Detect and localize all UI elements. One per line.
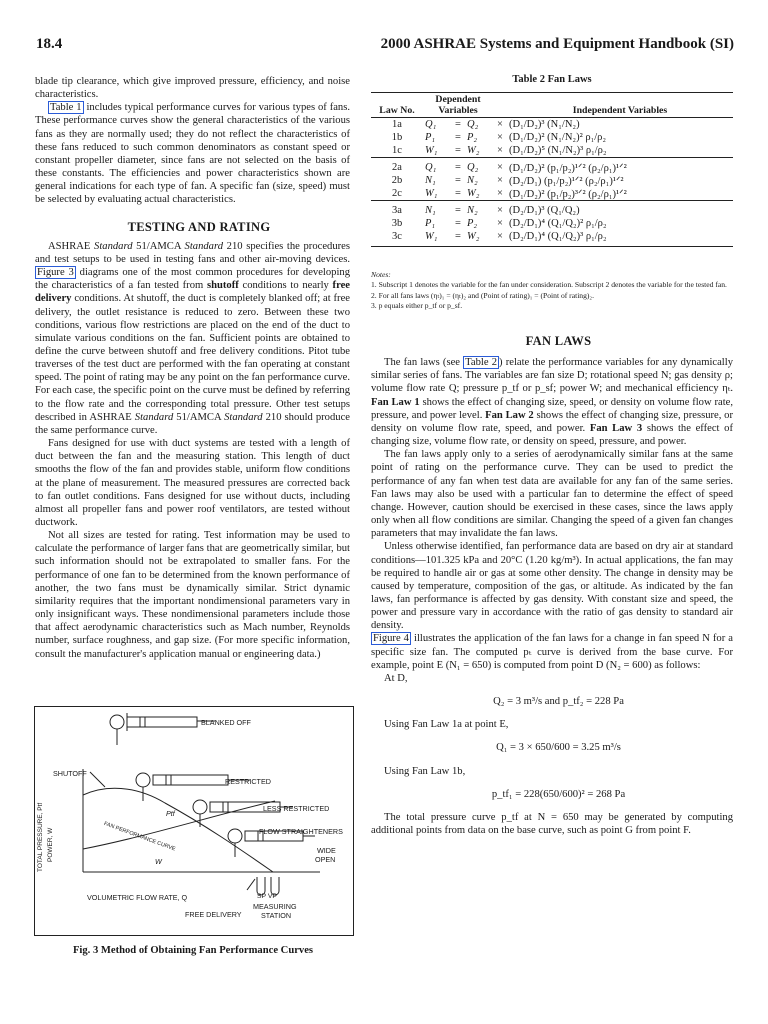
- figure-3: [34, 706, 354, 936]
- cell-lhs: P₁: [425, 218, 436, 229]
- text: shows the effect of changing size, volume flow rate, or density on speed, pressure, and power.: [371, 422, 733, 448]
- table-row: [371, 187, 733, 201]
- header-independent: Independent Variables: [507, 93, 733, 118]
- cell-rhs: P₂: [467, 218, 478, 229]
- figure-3-link[interactable]: Figure 3: [37, 267, 74, 279]
- text: 210 specifies the procedures and test setups to be used in testing fans and other air-moving devices.: [35, 240, 350, 265]
- cell-law-no: 1c: [392, 145, 402, 156]
- note-2: 2. For all fans laws (ηₜ)₁ = (ηₜ)₂ and (Point of rating)₁ = (Point of rating)₂.: [371, 290, 594, 300]
- table-row: [371, 201, 733, 218]
- label-wide: WIDE: [317, 846, 336, 855]
- header-times-spacer: [493, 93, 507, 118]
- right-column: [371, 335, 733, 837]
- text: Standard: [94, 240, 133, 252]
- table-row: [371, 131, 733, 144]
- text: conditions. At shutoff, the duct is completely blanked off; at free delivery, the outlet resistance is reduced to zero. Between these two conditions, various flow restrictions are placed on the end of the duct to simulate various conditions on the fan. Sufficient points are obtained to define the curve between shutoff and free delivery conditions. Pitot tube traverses of the test duct are performed with the fan operating at constant speed. The point of rating may be any point on the fan performance curve. For each case, the specific point on the curve must be defined by referring to the flow rate and the corresponding total pressure. Other test setups described in ASHRAE: [35, 293, 350, 423]
- note-3: 3. p equals either p_tf or p_sf.: [371, 301, 463, 311]
- table-row: [371, 144, 733, 158]
- label-ptf: Ptf: [166, 809, 175, 818]
- duct-blanked: [110, 713, 215, 745]
- text: Variables: [438, 105, 478, 116]
- table-row: [371, 118, 733, 132]
- label-sp-vp: SP VP: [257, 893, 277, 900]
- cell-times: ×: [497, 175, 503, 186]
- label-y-axis-power: POWER, W: [47, 827, 54, 862]
- cell-times: ×: [497, 218, 503, 229]
- cell-independent: (D₁/D₂)³ (N₁/N₂): [509, 119, 580, 130]
- left-column: [35, 75, 350, 661]
- cell-rhs: W₂: [467, 188, 480, 199]
- cell-law-no: 2c: [392, 188, 402, 199]
- text: The fan laws (see: [384, 357, 464, 369]
- label-shutoff: SHUTOFF: [53, 769, 87, 778]
- text: conditions to nearly: [238, 280, 333, 292]
- cell-equals: =: [451, 158, 465, 175]
- page-number: 18.4: [36, 36, 63, 52]
- table-row: [371, 230, 733, 247]
- label-w: W: [155, 857, 162, 866]
- equation-1: Q₂ = 3 m³/s and p_tf₂ = 228 Pa: [493, 696, 624, 708]
- cell-law-no: 3c: [371, 230, 423, 247]
- equation-3: p_tf₁ = 228(650/600)² = 268 Pa: [491, 788, 626, 800]
- cell-independent: (D₁/D₂)² (p₁/p₂)³ᐟ² (ρ₂/ρ₁)¹ᐟ²: [509, 188, 627, 200]
- cell-times: ×: [497, 119, 503, 130]
- fan-laws-table: [371, 92, 733, 247]
- cell-law-no: 2a: [371, 158, 423, 175]
- cell-independent: (D₂/D₁)⁴ (Q₁/Q₂)² ρ₁/ρ₂: [509, 218, 607, 229]
- label-blanked-off: BLANKED OFF: [201, 718, 251, 727]
- paragraph: Using Fan Law 1b,: [384, 765, 466, 777]
- paragraph: Using Fan Law 1a at point E,: [384, 719, 509, 731]
- figure-3-drawing: [35, 707, 353, 935]
- text: Standard: [184, 240, 224, 252]
- cell-independent: (D₁/D₂)⁵ (N₁/N₂)³ ρ₁/ρ₂: [509, 145, 607, 156]
- header-dependent: [423, 93, 493, 118]
- free-delivery-pointer: [247, 879, 255, 890]
- cell-rhs: P₂: [467, 132, 478, 143]
- table-row: [371, 174, 733, 187]
- cell-equals: =: [455, 218, 461, 229]
- cell-independent: (D₁/D₂)² (p₁/p₂)¹ᐟ² (ρ₂/ρ₁)¹ᐟ²: [507, 158, 733, 175]
- cell-rhs: W₂: [467, 145, 480, 156]
- header-law-no: Law No.: [371, 93, 423, 118]
- paragraph: [35, 240, 350, 437]
- paragraph: The total pressure curve p_tf at N = 650 may be generated by computing additional points from data on the base curve, such as point G from point F.: [371, 811, 733, 836]
- paragraph: The fan laws apply only to a series of aerodynamically similar fans at the same point of rating on the performance curve. They can be used to predict the performance of any fan when test data are available for any fan of the same series. Fan laws may also be used with a particular fan to determine the effect of speed change. However, caution should be exercised in these cases, since the laws apply only when all flow conditions are similar. Changing the speed of a given fan changes parameters that may invalidate the fan laws.: [371, 449, 733, 540]
- table-2-notes: [371, 270, 733, 312]
- cell-rhs: W₂: [465, 230, 493, 247]
- paragraph: Unless otherwise identified, fan performance data are based on dry air at standard conditions—101.325 kPa and 20°C (1.20 kg/m³). In actual applications, the fan may be required to handle air or gas at some other density. The change in density may be caused by temperature, composition of the gas, or altitude. As indicated by the fan laws, fan performance is affected by gas density. With constant size and speed, the power and pressure vary in accordance with the ratio of gas density to standard air density.: [371, 541, 733, 632]
- figure-4-link[interactable]: Figure 4: [373, 633, 409, 645]
- paragraph: At D,: [384, 672, 408, 684]
- cell-lhs: N₁: [423, 201, 451, 218]
- cell-law-no: 2b: [391, 175, 403, 186]
- cell-independent: (D₂/D₁)⁴ (Q₁/Q₂)³ ρ₁/ρ₂: [507, 230, 733, 247]
- text: shows the effect of changing size, speed, or density on volume flow rate, pressure, and power level.: [371, 396, 733, 421]
- table-body: [371, 118, 733, 247]
- cell-lhs: P₁: [425, 132, 436, 143]
- label-station: STATION: [261, 911, 292, 920]
- cell-law-no: 3a: [371, 201, 423, 218]
- cell-equals: =: [451, 201, 465, 218]
- paragraph: blade tip clearance, which give improved pressure, efficiency, and noise characteristics.: [35, 76, 350, 101]
- cell-equals: =: [455, 175, 461, 186]
- cell-lhs: W₁: [425, 145, 438, 156]
- label-restricted: RESTRICTED: [225, 777, 271, 786]
- text: diagrams one of the most common procedures for developing the characteristics of a fan tested from: [35, 267, 350, 292]
- cell-lhs: N₁: [425, 175, 436, 186]
- paragraph: Not all sizes are tested for rating. Test information may be used to calculate the performance of larger fans that are geometrically similar, but such information should not be extrapolated to smaller fans. For the performance of one fan to be determined from the known performance of another, the two fans must be dynamically similar. Strict dynamic similarity requires that the important nondimensional parameters vary in only insignificant ways. These nondimensional parameters include those that affect aerodynamic characteristics such as Mach number, Reynolds number, surface roughness, and gap size. (For more specific information, consult the manufacturer's application manual or engineering data.): [35, 530, 350, 660]
- cell-times: ×: [497, 132, 503, 143]
- cell-times: ×: [493, 230, 507, 247]
- cell-equals: =: [455, 132, 461, 143]
- cell-times: ×: [493, 201, 507, 218]
- text: ) relate the performance variables for any dynamically similar series of fans. The variables are fan size D; rotational speed N; gas density ρ; volume flow rate Q; pressure p_tf or p_sf; power W; and mechanical efficiency ηₜ.: [371, 357, 733, 395]
- notes-title: Notes:: [371, 270, 391, 279]
- cell-law-no: 3b: [391, 218, 403, 229]
- text: Fan Law 1: [371, 396, 420, 408]
- paragraph-text: includes typical performance curves for various types of fans. These performance curves show the general characteristics of the various fans as they are normally used; they do not reflect the characteristics of these fans reduced to such common denominators as constant speed or constant propeller diameter, since fans are not selected on the basis of these constants. The efficiencies and power characteristics shown are general indications for each type of fan. A specific fan (size, speed) must be selected by evaluating actual characteristics.: [35, 102, 350, 206]
- cell-equals: =: [455, 145, 461, 156]
- label-fan-performance-curve: FAN PERFORMANCE CURVE: [102, 821, 177, 853]
- running-header: 2000 ASHRAE Systems and Equipment Handbook (SI): [380, 36, 734, 52]
- cell-times: ×: [493, 158, 507, 175]
- paragraph: [35, 101, 350, 206]
- label-open: OPEN: [315, 855, 336, 864]
- label-y-axis-pressure: TOTAL PRESSURE, Ptf: [37, 802, 44, 872]
- text: shutoff: [206, 280, 239, 292]
- text: Fan Law 2: [485, 409, 534, 421]
- figure-3-caption: Fig. 3 Method of Obtaining Fan Performance Curves: [72, 945, 314, 956]
- cell-times: ×: [497, 188, 503, 199]
- section-title-fan-laws: FAN LAWS: [525, 334, 592, 348]
- text: 51/AMCA: [173, 411, 225, 423]
- text: 210 should produce the same performance curve.: [35, 411, 350, 436]
- note-1: 1. Subscript 1 denotes the variable for the fan under consideration. Subscript 2 denotes the variable for the tested fan.: [371, 280, 727, 290]
- table-row: [371, 217, 733, 230]
- paragraph: [371, 356, 733, 448]
- label-measuring: MEASURING: [253, 902, 297, 911]
- cell-lhs: W₁: [425, 188, 438, 199]
- label-free-delivery: FREE DELIVERY: [185, 910, 242, 919]
- paragraph: [371, 632, 733, 671]
- text: Standard: [224, 411, 263, 423]
- paragraph: Fans designed for use with duct systems are tested with a length of duct between the fan and the measuring station. This length of duct smooths the flow of the fan and provides stable, uniform flow conditions at the plane of measurement. The measured pressures are corrected back to fan outlet conditions. Fans designed for use without ducts, including almost all propeller fans and power roof ventilators, are tested without ductwork.: [35, 438, 350, 528]
- cell-times: ×: [497, 145, 503, 156]
- text: ASHRAE: [48, 240, 95, 252]
- text: Dependent: [435, 94, 481, 105]
- cell-lhs: W₁: [423, 230, 451, 247]
- text: Fan Law 3: [589, 422, 643, 434]
- table-1-link[interactable]: Table 1: [50, 102, 82, 114]
- cell-lhs: Q₁: [425, 119, 437, 130]
- cell-equals: =: [455, 188, 461, 199]
- cell-independent: (D₂/D₁) (p₁/p₂)¹ᐟ² (ρ₂/ρ₁)¹ᐟ²: [509, 175, 624, 187]
- cell-rhs: Q₂: [465, 158, 493, 175]
- table-row: [371, 158, 733, 175]
- table-2-title: Table 2 Fan Laws: [512, 74, 592, 85]
- shutoff-pointer: [90, 772, 105, 787]
- cell-law-no: 1a: [392, 119, 402, 130]
- text: 51/AMCA: [132, 240, 185, 252]
- pressure-curve: [83, 788, 273, 872]
- label-x-axis: VOLUMETRIC FLOW RATE, Q: [87, 893, 188, 902]
- cell-equals: =: [455, 119, 461, 130]
- section-title-testing: TESTING AND RATING: [127, 219, 271, 234]
- label-less-restricted: LESS RESTRICTED: [263, 804, 330, 813]
- cell-equals: =: [451, 230, 465, 247]
- cell-independent: (D₁/D₂)² (N₁/N₂)² ρ₁/ρ₂: [509, 132, 607, 143]
- cell-rhs: Q₂: [467, 119, 479, 130]
- text: Standard: [134, 411, 174, 423]
- cell-lhs: Q₁: [423, 158, 451, 175]
- text: shows the effect of changing size, pressure, or density on volume flow rate, speed, and power.: [371, 409, 733, 434]
- label-flow-straighteners: FLOW STRAIGHTENERS: [259, 827, 343, 836]
- cell-rhs: N₂: [467, 175, 478, 186]
- cell-rhs: N₂: [465, 201, 493, 218]
- table-2-link[interactable]: Table 2: [465, 357, 498, 369]
- cell-independent: (D₂/D₁)³ (Q₁/Q₂): [507, 201, 733, 218]
- equation-2: Q₁ = 3 × 650/600 = 3.25 m³/s: [496, 742, 621, 754]
- cell-law-no: 1b: [391, 132, 403, 143]
- text: illustrates the application of the fan laws for a change in fan speed N for a specific size fan. The computed pₜ curve is derived from the base curve. For example, point E (N₁ = 650) is computed from point D (N₂ = 600) as follows:: [371, 633, 733, 671]
- text: free delivery: [35, 280, 350, 305]
